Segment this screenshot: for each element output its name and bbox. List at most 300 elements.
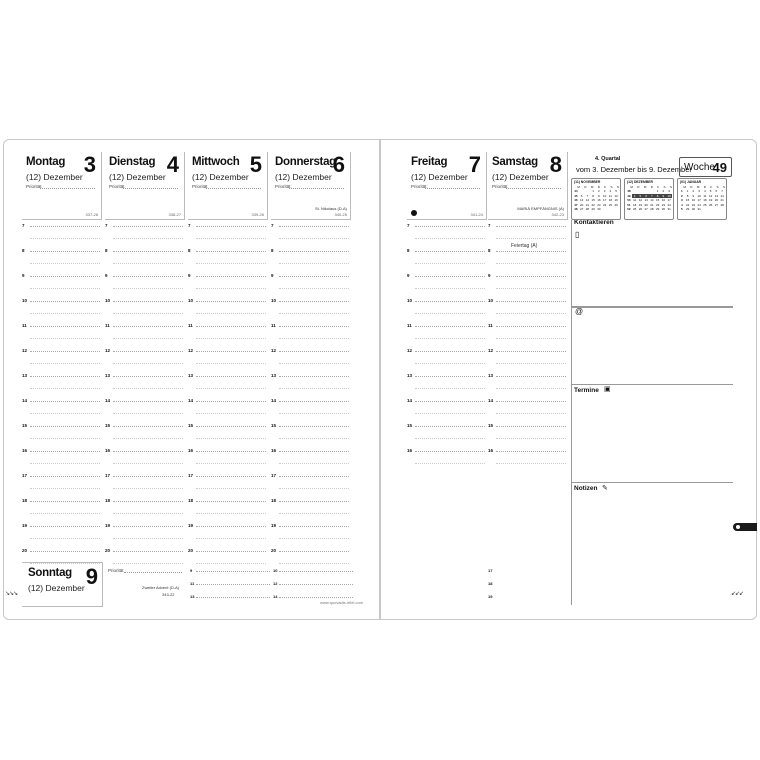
hour-line xyxy=(279,597,353,598)
half-hour-line xyxy=(196,513,266,514)
mini-calendar-day: 17 xyxy=(602,198,607,203)
hour-slot[interactable] xyxy=(407,298,489,326)
mini-calendar-day: 3 xyxy=(603,189,606,193)
hour-label: 9 xyxy=(190,568,193,573)
half-hour-line xyxy=(279,388,349,389)
hour-slot[interactable] xyxy=(105,298,187,326)
mini-calendar-day: 1 xyxy=(686,189,689,193)
day-number: 6 xyxy=(332,152,345,177)
hour-label: 17 xyxy=(22,473,28,478)
hour-line xyxy=(496,301,566,302)
weekday-letter: M xyxy=(683,185,686,189)
priority-line[interactable] xyxy=(206,188,261,189)
day-header xyxy=(22,152,102,220)
hour-label: 7 xyxy=(407,223,410,228)
mini-calendar-day: 10 xyxy=(667,193,671,198)
hour-line xyxy=(113,301,183,302)
half-hour-line xyxy=(196,363,266,364)
day-month: (12) Dezember xyxy=(411,172,468,182)
half-hour-line xyxy=(196,288,266,289)
hour-line xyxy=(415,376,485,377)
mini-calendar-title: (12) DEZEMBER xyxy=(627,180,653,184)
half-hour-line xyxy=(113,438,183,439)
half-hour-line xyxy=(30,288,100,289)
mini-calendar-day: 26 xyxy=(614,202,618,207)
hour-line xyxy=(113,351,183,352)
hour-line xyxy=(113,476,183,477)
hour-label: 13 xyxy=(188,373,194,378)
half-hour-line xyxy=(30,463,100,464)
hour-line xyxy=(415,426,485,427)
hour-slot[interactable] xyxy=(488,448,570,476)
mini-calendar-day: 15 xyxy=(685,198,690,203)
day-name: Samstag xyxy=(492,156,538,168)
half-hour-line xyxy=(279,338,349,339)
hour-label: 8 xyxy=(271,248,274,253)
hour-slot[interactable] xyxy=(188,223,270,251)
hour-line xyxy=(113,276,183,277)
mini-calendar-day: 47 xyxy=(574,202,578,207)
mini-calendar-day: 2 xyxy=(598,189,600,193)
hour-line xyxy=(496,326,566,327)
hour-line xyxy=(279,571,353,572)
mini-calendar-day: 9 xyxy=(692,193,695,198)
day-count: 341-24 xyxy=(470,212,483,217)
hour-line xyxy=(279,551,349,552)
half-hour-line xyxy=(113,538,183,539)
holiday-label: Zweiter Advent (D-A) xyxy=(142,585,180,590)
mini-calendar-day: 26 xyxy=(638,207,643,212)
day-month: (12) Dezember xyxy=(109,172,166,182)
hour-line xyxy=(279,451,349,452)
mini-calendar-day: 13 xyxy=(714,193,719,198)
hour-label: 11 xyxy=(190,581,195,586)
mini-calendar-day: 21 xyxy=(720,198,724,203)
weekday-letter: F xyxy=(657,185,660,189)
day-count: 340-25 xyxy=(334,212,347,217)
hour-line xyxy=(415,301,485,302)
hour-line xyxy=(279,376,349,377)
mini-calendar-day: 7 xyxy=(721,189,723,193)
day-name: Freitag xyxy=(411,156,448,168)
weekday-letter: D xyxy=(584,185,587,189)
half-hour-line xyxy=(279,513,349,514)
mini-calendar-day: 2 xyxy=(681,193,683,198)
hour-line xyxy=(279,401,349,402)
hour-line xyxy=(30,476,100,477)
hour-label: 15 xyxy=(105,423,111,428)
hour-line xyxy=(30,526,100,527)
weekday-letter: S xyxy=(616,185,619,189)
hour-line xyxy=(113,226,183,227)
phone-icon: ▯ xyxy=(575,230,580,239)
mini-calendar-day: 24 xyxy=(602,202,607,207)
hour-line xyxy=(196,597,270,598)
weekday-letter: S xyxy=(722,185,725,189)
hour-label: 17 xyxy=(188,473,194,478)
hour-slot[interactable] xyxy=(407,448,489,476)
mini-calendar-day: 30 xyxy=(661,207,666,212)
hour-line xyxy=(196,251,266,252)
day-month: (12) Dezember xyxy=(26,172,83,182)
half-hour-line xyxy=(196,463,266,464)
notizen-section xyxy=(571,483,733,605)
half-hour-line xyxy=(279,488,349,489)
half-hour-line xyxy=(279,413,349,414)
half-hour-line xyxy=(113,363,183,364)
weekday-letter: M xyxy=(643,185,647,189)
hour-label: 12 xyxy=(407,348,413,353)
hour-slot[interactable] xyxy=(407,248,489,276)
half-hour-line xyxy=(279,313,349,314)
hour-line xyxy=(113,326,183,327)
half-hour-line xyxy=(279,288,349,289)
mini-calendar-day: 8 xyxy=(686,193,689,198)
half-hour-line xyxy=(279,438,349,439)
mini-calendar-day: 24 xyxy=(697,202,701,207)
half-hour-line xyxy=(496,263,566,264)
half-hour-line xyxy=(279,538,349,539)
half-hour-line xyxy=(496,438,566,439)
hour-line xyxy=(496,226,566,227)
half-hour-line xyxy=(415,388,485,389)
mini-calendar-day: 11 xyxy=(633,198,637,203)
mini-calendar-day: 21 xyxy=(585,202,590,207)
corner-perforation-right: ↙↙↙ xyxy=(731,591,744,597)
hour-label: 14 xyxy=(273,594,278,599)
mini-calendar-day: 22 xyxy=(655,202,660,207)
hour-label: 7 xyxy=(271,223,274,228)
hour-slot[interactable] xyxy=(188,248,270,276)
hour-line xyxy=(113,376,183,377)
hour-label: 19 xyxy=(22,523,28,528)
at-sign-icon: @ xyxy=(575,307,584,316)
mini-calendar-day: 29 xyxy=(685,207,690,212)
half-hour-line xyxy=(30,238,100,239)
hour-label: 7 xyxy=(488,223,491,228)
mini-calendar-day: 10 xyxy=(602,193,607,198)
half-hour-line xyxy=(496,313,566,314)
mini-calendar-day: 6 xyxy=(580,193,583,198)
half-hour-line xyxy=(113,288,183,289)
kontakt-title: Kontaktieren xyxy=(574,219,614,226)
hour-slot[interactable] xyxy=(271,248,353,276)
day-header xyxy=(407,152,487,220)
hour-label: 14 xyxy=(22,398,28,403)
hour-line xyxy=(415,251,485,252)
priority-line[interactable] xyxy=(289,188,344,189)
hour-line xyxy=(196,551,266,552)
website-url: www.quovadis-hfiel.com xyxy=(320,600,363,605)
week-range: vom 3. Dezember bis 9. Dezember xyxy=(576,165,692,174)
mini-calendar-day: 10 xyxy=(697,193,701,198)
half-hour-line xyxy=(113,488,183,489)
hour-label: 12 xyxy=(488,348,494,353)
hour-line xyxy=(113,551,183,552)
half-hour-line xyxy=(279,463,349,464)
mini-calendar-day: 18 xyxy=(608,198,613,203)
weekday-letter: D xyxy=(690,185,693,189)
mini-calendar-day: 1 xyxy=(592,189,594,193)
priority-line[interactable] xyxy=(40,188,95,189)
hour-label: 12 xyxy=(273,581,278,586)
hour-label: 7 xyxy=(22,223,25,228)
pen-icon: ✎ xyxy=(602,485,608,492)
mini-calendar-day: 18 xyxy=(703,198,707,203)
hour-label: 16 xyxy=(488,448,494,453)
hour-label: 17 xyxy=(488,568,493,573)
mini-calendar-day: 50 xyxy=(627,198,631,203)
hour-label: 11 xyxy=(188,323,193,328)
weekday-letter: M xyxy=(590,185,594,189)
mini-calendar-day: 6 xyxy=(643,194,649,198)
hour-label: 10 xyxy=(407,298,413,303)
mini-calendar-day: 30 xyxy=(691,207,696,212)
mini-calendar-day: 20 xyxy=(714,198,719,203)
hour-slot[interactable] xyxy=(22,298,104,326)
half-hour-line xyxy=(196,488,266,489)
day-count: 339-26 xyxy=(251,212,264,217)
mini-calendar-day: 16 xyxy=(691,198,696,203)
hour-line xyxy=(415,401,485,402)
hour-line xyxy=(30,376,100,377)
mini-calendar-day: 28 xyxy=(650,207,654,212)
mini-calendar-day: 23 xyxy=(661,202,666,207)
mini-calendar-day: 7 xyxy=(649,194,655,198)
hour-line xyxy=(113,251,183,252)
hour-slot[interactable] xyxy=(488,298,570,326)
mini-calendar xyxy=(677,178,727,220)
half-hour-line xyxy=(30,513,100,514)
hour-slot[interactable] xyxy=(271,298,353,326)
hour-line xyxy=(30,401,100,402)
hour-slot[interactable] xyxy=(22,248,104,276)
day-name: Montag xyxy=(26,156,66,168)
hour-label: 19 xyxy=(488,594,493,599)
hour-line xyxy=(496,276,566,277)
hour-label: 14 xyxy=(488,398,494,403)
hour-label: 8 xyxy=(22,248,25,253)
hour-line xyxy=(113,451,183,452)
bookmark-tab[interactable] xyxy=(733,523,757,531)
priority-line[interactable] xyxy=(425,188,480,189)
hour-line xyxy=(30,351,100,352)
hour-label: 15 xyxy=(22,423,28,428)
mini-calendar-day: 4 xyxy=(632,194,638,198)
half-hour-line xyxy=(113,463,183,464)
hour-label: 11 xyxy=(271,323,276,328)
week-label: Woche xyxy=(684,162,715,173)
half-hour-line xyxy=(496,413,566,414)
hour-line xyxy=(113,526,183,527)
hour-label: 16 xyxy=(407,448,413,453)
hour-slot[interactable] xyxy=(271,223,353,251)
hour-line xyxy=(496,376,566,377)
half-hour-line xyxy=(415,338,485,339)
mini-calendar-grid xyxy=(573,189,619,211)
hour-label: 14 xyxy=(188,398,194,403)
hour-line xyxy=(30,226,100,227)
priority-line[interactable] xyxy=(123,188,178,189)
hour-label: 18 xyxy=(105,498,111,503)
half-hour-line xyxy=(415,363,485,364)
mini-calendar-day: 11 xyxy=(608,193,612,198)
half-hour-line xyxy=(415,438,485,439)
half-hour-line xyxy=(196,263,266,264)
mini-calendar-day: 21 xyxy=(650,202,654,207)
hour-slot[interactable] xyxy=(105,248,187,276)
mini-calendar-day: 3 xyxy=(698,189,700,193)
mini-calendar-day: 27 xyxy=(644,207,648,212)
day-count: 342-23 xyxy=(551,212,564,217)
mini-calendar-title: (11) NOVEMBER xyxy=(574,180,601,184)
mini-calendar-day: 48 xyxy=(627,189,631,193)
mini-calendar-day: 26 xyxy=(708,202,713,207)
day-name: Donnerstag xyxy=(275,156,336,168)
half-hour-line xyxy=(415,413,485,414)
hour-slot[interactable] xyxy=(407,223,489,251)
day-name: Sonntag xyxy=(28,567,72,579)
hour-line xyxy=(196,451,266,452)
hour-line xyxy=(279,326,349,327)
half-hour-line xyxy=(279,263,349,264)
hour-line xyxy=(496,251,566,252)
half-hour-line xyxy=(496,238,566,239)
half-hour-line xyxy=(113,313,183,314)
hour-label: 15 xyxy=(488,423,494,428)
mini-calendar-day: 11 xyxy=(703,193,707,198)
half-hour-line xyxy=(196,413,266,414)
hour-line xyxy=(496,451,566,452)
mini-calendar-day: 9 xyxy=(598,193,600,198)
hour-label: 11 xyxy=(407,323,412,328)
hour-line xyxy=(196,584,270,585)
hour-label: 17 xyxy=(105,473,111,478)
priority-label: Priorität xyxy=(492,184,508,189)
half-hour-line xyxy=(279,363,349,364)
mini-calendar-day: 4 xyxy=(681,202,683,207)
mini-calendar-grid xyxy=(679,189,725,211)
mini-calendar-day: 29 xyxy=(655,207,660,212)
mini-calendar xyxy=(624,178,674,220)
weekday-letter: S xyxy=(716,185,719,189)
mini-calendar-day: 20 xyxy=(644,202,648,207)
mini-calendar-day: 25 xyxy=(608,202,613,207)
hour-line xyxy=(196,276,266,277)
hour-line xyxy=(279,426,349,427)
hour-line xyxy=(196,476,266,477)
half-hour-line xyxy=(113,413,183,414)
hour-label: 19 xyxy=(188,523,194,528)
mini-calendar-day: 25 xyxy=(632,207,637,212)
half-hour-line xyxy=(196,313,266,314)
priority-label: Priorität xyxy=(108,568,124,573)
mini-calendar-day: 16 xyxy=(597,198,601,203)
mini-calendar-day: 51 xyxy=(627,202,631,207)
mini-calendar-day: 27 xyxy=(714,202,719,207)
hour-line xyxy=(196,376,266,377)
day-name: Dienstag xyxy=(109,156,156,168)
hour-line xyxy=(113,426,183,427)
hour-column xyxy=(105,223,187,576)
mini-calendar-day: 1 xyxy=(656,189,659,193)
weekday-letter: S xyxy=(663,185,666,189)
half-hour-line xyxy=(279,238,349,239)
hour-label: 8 xyxy=(407,248,410,253)
hour-label: 8 xyxy=(105,248,108,253)
priority-line[interactable] xyxy=(506,188,561,189)
half-hour-line xyxy=(30,538,100,539)
day-name: Mittwoch xyxy=(192,156,240,168)
priority-label: Priorität xyxy=(26,184,42,189)
half-hour-line xyxy=(113,238,183,239)
half-hour-line xyxy=(113,338,183,339)
hour-line xyxy=(279,276,349,277)
mini-calendar-day: 12 xyxy=(614,193,618,198)
half-hour-line xyxy=(196,338,266,339)
at-section xyxy=(571,307,733,385)
hour-line xyxy=(196,526,266,527)
hour-label: 18 xyxy=(488,581,493,586)
sunday-area[interactable] xyxy=(104,562,368,607)
hour-label: 11 xyxy=(22,323,27,328)
termine-section xyxy=(571,385,733,483)
day-header xyxy=(488,152,568,220)
hour-label: 9 xyxy=(22,273,25,278)
half-hour-line xyxy=(30,313,100,314)
half-hour-line xyxy=(415,238,485,239)
half-hour-line xyxy=(415,263,485,264)
day-month: (12) Dezember xyxy=(492,172,549,182)
day-header xyxy=(271,152,351,220)
hour-slot[interactable] xyxy=(488,248,570,276)
mini-calendar-day: 49 xyxy=(627,193,631,198)
hour-slot[interactable] xyxy=(488,223,570,251)
half-hour-line xyxy=(496,463,566,464)
hour-line xyxy=(30,501,100,502)
mini-calendar-day: 3 xyxy=(668,189,670,193)
hour-label: 17 xyxy=(271,473,277,478)
hour-line xyxy=(196,426,266,427)
hour-line xyxy=(113,401,183,402)
hour-label: 13 xyxy=(271,373,277,378)
day-number: 9 xyxy=(85,564,98,589)
mini-calendar-day: 15 xyxy=(655,198,660,203)
hour-column xyxy=(488,223,570,476)
mini-calendar-day: 4 xyxy=(704,189,706,193)
hour-line xyxy=(196,301,266,302)
hour-line xyxy=(113,501,183,502)
hour-label: 20 xyxy=(271,548,277,553)
hour-label: 16 xyxy=(188,448,194,453)
hour-slot[interactable] xyxy=(105,223,187,251)
hour-line xyxy=(196,326,266,327)
hour-slot[interactable] xyxy=(22,223,104,251)
day-count: 343-22 xyxy=(162,592,175,597)
day-number: 8 xyxy=(549,152,562,177)
planner-spread xyxy=(3,139,757,620)
mini-calendar-day: 2 xyxy=(692,189,695,193)
day-count: 337-28 xyxy=(85,212,98,217)
day-header xyxy=(188,152,268,220)
calendar-icon: ▣ xyxy=(604,386,611,393)
termine-title: Termine xyxy=(574,387,599,394)
hour-line xyxy=(279,351,349,352)
mini-calendar-day: 3 xyxy=(681,198,683,203)
hour-line xyxy=(30,426,100,427)
hour-slot[interactable] xyxy=(188,298,270,326)
mini-calendar-day: 8 xyxy=(655,194,661,198)
